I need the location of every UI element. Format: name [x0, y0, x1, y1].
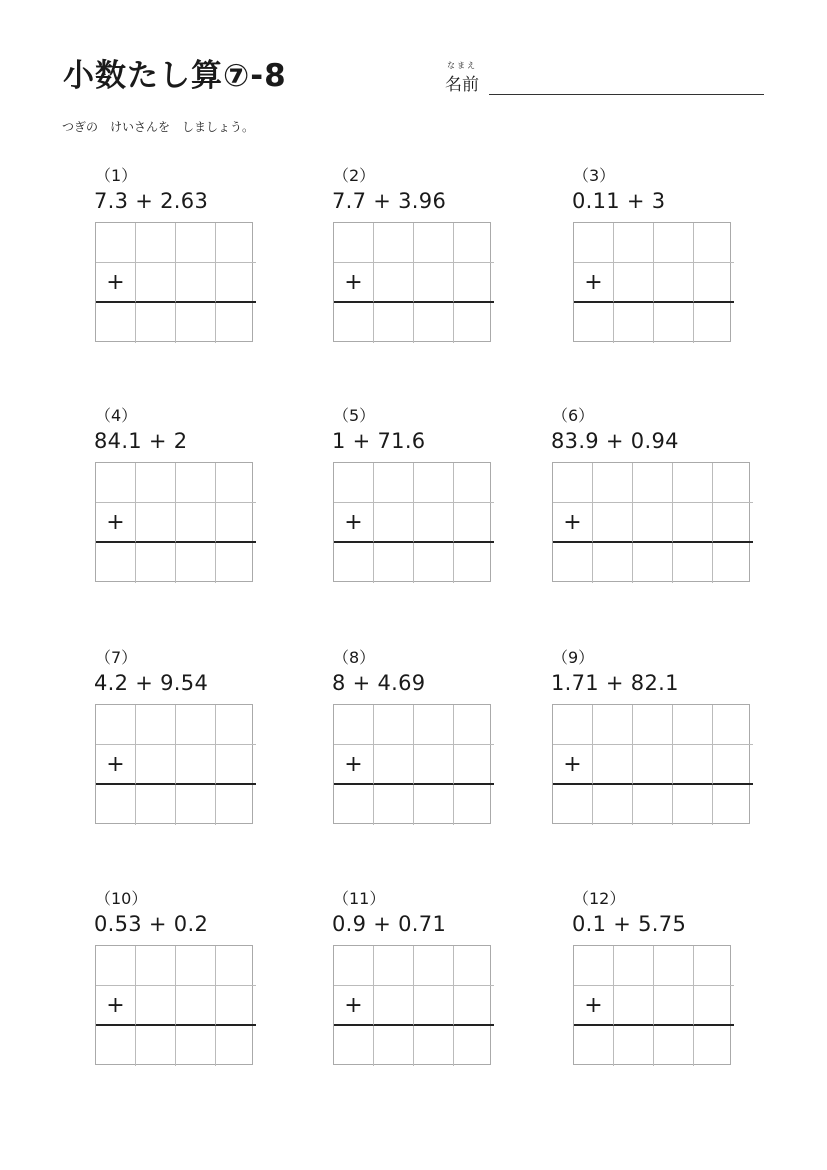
answer-cell[interactable]	[694, 1026, 734, 1066]
answer-cell[interactable]	[633, 745, 673, 785]
plus-sign: +	[106, 509, 125, 535]
name-label: 名前	[445, 75, 479, 95]
answer-cell[interactable]	[673, 705, 713, 745]
answer-cell[interactable]	[176, 223, 216, 263]
answer-cell[interactable]	[553, 543, 593, 583]
answer-cell[interactable]	[614, 1026, 654, 1066]
answer-grid	[95, 704, 253, 824]
answer-cell[interactable]	[414, 223, 454, 263]
answer-grid	[573, 945, 731, 1065]
answer-cell[interactable]	[694, 263, 734, 303]
answer-cell[interactable]	[216, 946, 256, 986]
answer-cell[interactable]	[694, 223, 734, 263]
problem-expression: 0.53 + 0.2	[94, 912, 209, 936]
answer-cell[interactable]	[374, 745, 414, 785]
problem-expression: 7.3 + 2.63	[94, 189, 209, 213]
answer-cell[interactable]	[216, 463, 256, 503]
answer-cell[interactable]	[96, 503, 136, 543]
problem-number: （10）	[95, 889, 148, 908]
answer-cell[interactable]	[454, 785, 494, 825]
problem-expression: 1 + 71.6	[332, 429, 426, 453]
answer-cell[interactable]	[216, 745, 256, 785]
answer-cell[interactable]	[374, 543, 414, 583]
answer-grid	[95, 462, 253, 582]
answer-cell[interactable]	[96, 705, 136, 745]
answer-grid	[333, 945, 491, 1065]
answer-cell[interactable]	[176, 1026, 216, 1066]
instruction-text: つぎの けいさんを しましょう。	[62, 120, 255, 134]
answer-cell[interactable]	[216, 223, 256, 263]
answer-cell[interactable]	[136, 986, 176, 1026]
answer-cell[interactable]	[654, 263, 694, 303]
answer-cell[interactable]	[574, 946, 614, 986]
answer-grid	[552, 462, 750, 582]
answer-cell[interactable]	[96, 745, 136, 785]
answer-cell[interactable]	[96, 946, 136, 986]
answer-cell[interactable]	[553, 503, 593, 543]
answer-grid	[333, 222, 491, 342]
answer-cell[interactable]	[216, 785, 256, 825]
answer-cell[interactable]	[176, 745, 216, 785]
answer-cell[interactable]	[654, 946, 694, 986]
answer-cell[interactable]	[633, 503, 673, 543]
answer-cell[interactable]	[176, 263, 216, 303]
answer-cell[interactable]	[374, 263, 414, 303]
answer-cell[interactable]	[454, 543, 494, 583]
answer-cell[interactable]	[136, 223, 176, 263]
answer-cell[interactable]	[374, 1026, 414, 1066]
answer-cell[interactable]	[414, 705, 454, 745]
answer-cell[interactable]	[713, 785, 753, 825]
problem-number: （3）	[573, 166, 616, 185]
answer-cell[interactable]	[176, 785, 216, 825]
answer-cell[interactable]	[633, 785, 673, 825]
answer-cell[interactable]	[694, 946, 734, 986]
plus-sign: +	[563, 509, 582, 535]
answer-cell[interactable]	[574, 263, 614, 303]
answer-cell[interactable]	[614, 303, 654, 343]
answer-cell[interactable]	[414, 463, 454, 503]
answer-grid	[552, 704, 750, 824]
answer-cell[interactable]	[593, 745, 633, 785]
answer-cell[interactable]	[414, 503, 454, 543]
answer-cell[interactable]	[216, 503, 256, 543]
answer-cell[interactable]	[593, 543, 633, 583]
answer-cell[interactable]	[414, 745, 454, 785]
answer-cell[interactable]	[374, 303, 414, 343]
problem-number: （1）	[95, 166, 138, 185]
problem-expression: 1.71 + 82.1	[551, 671, 679, 695]
answer-cell[interactable]	[673, 745, 713, 785]
answer-grid	[333, 462, 491, 582]
answer-cell[interactable]	[633, 463, 673, 503]
answer-cell[interactable]	[216, 543, 256, 583]
problem-number: （6）	[552, 406, 595, 425]
answer-cell[interactable]	[553, 745, 593, 785]
answer-grid	[95, 945, 253, 1065]
plus-sign: +	[106, 751, 125, 777]
answer-cell[interactable]	[96, 543, 136, 583]
plus-sign: +	[106, 992, 125, 1018]
answer-cell[interactable]	[136, 946, 176, 986]
plus-sign: +	[344, 751, 363, 777]
answer-cell[interactable]	[694, 303, 734, 343]
answer-cell[interactable]	[414, 1026, 454, 1066]
answer-cell[interactable]	[374, 503, 414, 543]
problem-expression: 0.11 + 3	[572, 189, 666, 213]
answer-cell[interactable]	[654, 303, 694, 343]
problem-number: （12）	[573, 889, 626, 908]
answer-cell[interactable]	[614, 263, 654, 303]
answer-cell[interactable]	[96, 463, 136, 503]
answer-cell[interactable]	[216, 303, 256, 343]
problem-expression: 83.9 + 0.94	[551, 429, 679, 453]
plus-sign: +	[563, 751, 582, 777]
answer-cell[interactable]	[334, 745, 374, 785]
problem-expression: 84.1 + 2	[94, 429, 188, 453]
answer-cell[interactable]	[553, 463, 593, 503]
answer-cell[interactable]	[374, 463, 414, 503]
answer-cell[interactable]	[136, 503, 176, 543]
answer-cell[interactable]	[96, 1026, 136, 1066]
answer-cell[interactable]	[593, 463, 633, 503]
answer-cell[interactable]	[414, 946, 454, 986]
answer-cell[interactable]	[176, 303, 216, 343]
answer-cell[interactable]	[454, 946, 494, 986]
answer-cell[interactable]	[553, 705, 593, 745]
answer-cell[interactable]	[414, 785, 454, 825]
answer-cell[interactable]	[136, 705, 176, 745]
answer-cell[interactable]	[334, 785, 374, 825]
answer-cell[interactable]	[593, 705, 633, 745]
answer-cell[interactable]	[614, 223, 654, 263]
answer-cell[interactable]	[574, 223, 614, 263]
answer-cell[interactable]	[136, 1026, 176, 1066]
answer-cell[interactable]	[136, 303, 176, 343]
answer-cell[interactable]	[633, 543, 673, 583]
answer-cell[interactable]	[334, 263, 374, 303]
answer-cell[interactable]	[334, 986, 374, 1026]
answer-cell[interactable]	[454, 745, 494, 785]
answer-cell[interactable]	[713, 543, 753, 583]
name-field	[445, 60, 765, 100]
answer-grid	[95, 222, 253, 342]
answer-cell[interactable]	[374, 785, 414, 825]
answer-cell[interactable]	[176, 986, 216, 1026]
answer-cell[interactable]	[673, 785, 713, 825]
answer-cell[interactable]	[136, 463, 176, 503]
problem-expression: 0.9 + 0.71	[332, 912, 447, 936]
answer-cell[interactable]	[454, 303, 494, 343]
problem-number: （11）	[333, 889, 386, 908]
answer-cell[interactable]	[673, 463, 713, 503]
answer-cell[interactable]	[673, 543, 713, 583]
answer-cell[interactable]	[136, 785, 176, 825]
answer-cell[interactable]	[574, 986, 614, 1026]
answer-cell[interactable]	[654, 1026, 694, 1066]
answer-cell[interactable]	[176, 705, 216, 745]
answer-cell[interactable]	[713, 463, 753, 503]
answer-cell[interactable]	[334, 705, 374, 745]
answer-cell[interactable]	[713, 705, 753, 745]
answer-cell[interactable]	[414, 263, 454, 303]
answer-cell[interactable]	[414, 543, 454, 583]
plus-sign: +	[106, 269, 125, 295]
plus-sign: +	[344, 992, 363, 1018]
answer-cell[interactable]	[136, 263, 176, 303]
problem-expression: 8 + 4.69	[332, 671, 426, 695]
answer-cell[interactable]	[176, 503, 216, 543]
answer-cell[interactable]	[593, 785, 633, 825]
answer-cell[interactable]	[374, 705, 414, 745]
answer-cell[interactable]	[614, 946, 654, 986]
problem-number: （9）	[552, 648, 595, 667]
answer-cell[interactable]	[334, 1026, 374, 1066]
answer-cell[interactable]	[614, 986, 654, 1026]
plus-sign: +	[584, 269, 603, 295]
problem-expression: 7.7 + 3.96	[332, 189, 447, 213]
problem-number: （7）	[95, 648, 138, 667]
answer-cell[interactable]	[374, 223, 414, 263]
answer-cell[interactable]	[454, 223, 494, 263]
answer-cell[interactable]	[334, 503, 374, 543]
answer-cell[interactable]	[673, 503, 713, 543]
problem-number: （4）	[95, 406, 138, 425]
answer-cell[interactable]	[96, 986, 136, 1026]
page-title: 小数たし算⑦-8	[63, 58, 287, 94]
answer-cell[interactable]	[176, 543, 216, 583]
answer-cell[interactable]	[96, 785, 136, 825]
name-ruby: なまえ	[447, 61, 477, 70]
answer-cell[interactable]	[454, 503, 494, 543]
answer-cell[interactable]	[454, 1026, 494, 1066]
answer-cell[interactable]	[713, 745, 753, 785]
answer-cell[interactable]	[454, 263, 494, 303]
answer-cell[interactable]	[216, 263, 256, 303]
answer-cell[interactable]	[334, 303, 374, 343]
answer-cell[interactable]	[414, 303, 454, 343]
answer-cell[interactable]	[216, 705, 256, 745]
answer-cell[interactable]	[654, 223, 694, 263]
plus-sign: +	[584, 992, 603, 1018]
answer-cell[interactable]	[334, 463, 374, 503]
plus-sign: +	[344, 509, 363, 535]
answer-cell[interactable]	[553, 785, 593, 825]
answer-cell[interactable]	[136, 745, 176, 785]
problem-number: （5）	[333, 406, 376, 425]
answer-cell[interactable]	[374, 946, 414, 986]
answer-cell[interactable]	[334, 946, 374, 986]
answer-cell[interactable]	[96, 223, 136, 263]
answer-cell[interactable]	[136, 543, 176, 583]
name-write-line[interactable]	[489, 94, 764, 95]
answer-cell[interactable]	[334, 543, 374, 583]
answer-cell[interactable]	[574, 1026, 614, 1066]
answer-cell[interactable]	[633, 705, 673, 745]
answer-cell[interactable]	[454, 986, 494, 1026]
answer-cell[interactable]	[216, 986, 256, 1026]
answer-cell[interactable]	[176, 463, 216, 503]
answer-cell[interactable]	[96, 303, 136, 343]
answer-cell[interactable]	[216, 1026, 256, 1066]
plus-sign: +	[344, 269, 363, 295]
answer-cell[interactable]	[454, 705, 494, 745]
answer-cell[interactable]	[334, 223, 374, 263]
answer-grid	[333, 704, 491, 824]
problem-expression: 0.1 + 5.75	[572, 912, 687, 936]
answer-cell[interactable]	[374, 986, 414, 1026]
answer-cell[interactable]	[414, 986, 454, 1026]
problem-number: （8）	[333, 648, 376, 667]
problem-expression: 4.2 + 9.54	[94, 671, 209, 695]
answer-grid	[573, 222, 731, 342]
answer-cell[interactable]	[454, 463, 494, 503]
answer-cell[interactable]	[574, 303, 614, 343]
answer-cell[interactable]	[176, 946, 216, 986]
answer-cell[interactable]	[694, 986, 734, 1026]
problem-number: （2）	[333, 166, 376, 185]
answer-cell[interactable]	[713, 503, 753, 543]
answer-cell[interactable]	[654, 986, 694, 1026]
answer-cell[interactable]	[593, 503, 633, 543]
answer-cell[interactable]	[96, 263, 136, 303]
